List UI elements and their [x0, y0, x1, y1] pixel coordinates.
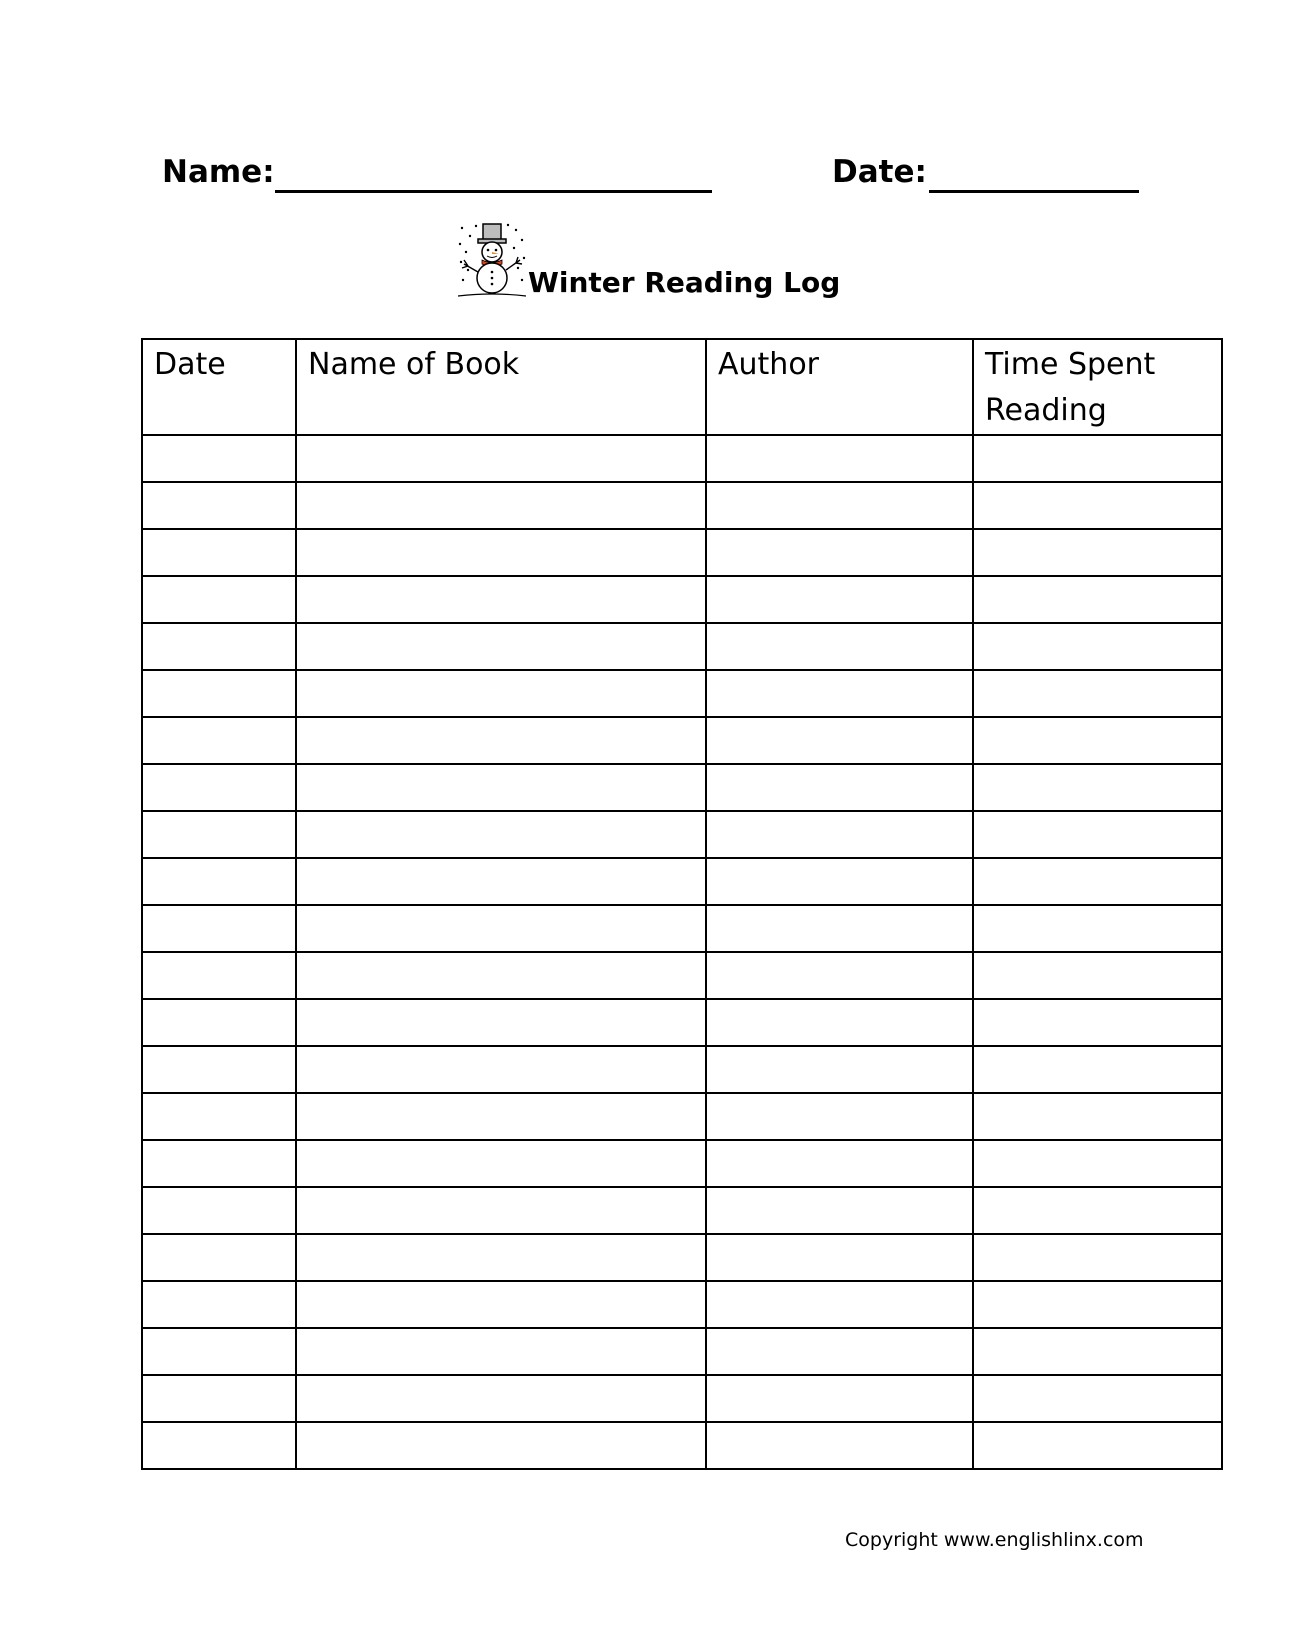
table-row: [142, 1328, 1222, 1375]
cell-author[interactable]: [706, 717, 973, 764]
cell-book[interactable]: [296, 529, 706, 576]
cell-time[interactable]: [973, 1328, 1222, 1375]
cell-time[interactable]: [973, 1140, 1222, 1187]
cell-time[interactable]: [973, 999, 1222, 1046]
snowman-icon: [456, 222, 528, 300]
cell-time[interactable]: [973, 905, 1222, 952]
table-row: [142, 623, 1222, 670]
column-header-author: Author: [706, 339, 973, 435]
cell-author[interactable]: [706, 999, 973, 1046]
reading-log-table: [141, 338, 1223, 1470]
page-title: Winter Reading Log: [528, 266, 841, 299]
cell-date[interactable]: [142, 482, 296, 529]
cell-date[interactable]: [142, 1328, 296, 1375]
table-row: [142, 1046, 1222, 1093]
table-row: [142, 952, 1222, 999]
cell-date[interactable]: [142, 858, 296, 905]
cell-date[interactable]: [142, 1375, 296, 1422]
cell-author[interactable]: [706, 811, 973, 858]
cell-date[interactable]: [142, 529, 296, 576]
table-row: [142, 1375, 1222, 1422]
cell-date[interactable]: [142, 623, 296, 670]
date-input-line[interactable]: [929, 190, 1139, 193]
cell-date[interactable]: [142, 717, 296, 764]
cell-date[interactable]: [142, 999, 296, 1046]
cell-book[interactable]: [296, 623, 706, 670]
cell-date[interactable]: [142, 576, 296, 623]
cell-date[interactable]: [142, 952, 296, 999]
cell-book[interactable]: [296, 1046, 706, 1093]
table-row: [142, 576, 1222, 623]
cell-date[interactable]: [142, 764, 296, 811]
header-fields: [162, 152, 1142, 202]
cell-book[interactable]: [296, 1422, 706, 1469]
cell-time[interactable]: [973, 1234, 1222, 1281]
cell-time[interactable]: [973, 1375, 1222, 1422]
cell-book[interactable]: [296, 1093, 706, 1140]
column-header-time: Time Spent Reading: [973, 339, 1222, 435]
cell-author[interactable]: [706, 576, 973, 623]
table-row: [142, 482, 1222, 529]
cell-date[interactable]: [142, 435, 296, 482]
cell-book[interactable]: [296, 905, 706, 952]
table-row: [142, 999, 1222, 1046]
cell-book[interactable]: [296, 1187, 706, 1234]
cell-book[interactable]: [296, 1140, 706, 1187]
cell-time[interactable]: [973, 858, 1222, 905]
table-row: [142, 1422, 1222, 1469]
table-row: [142, 1234, 1222, 1281]
cell-time[interactable]: [973, 1281, 1222, 1328]
cell-book[interactable]: [296, 1234, 706, 1281]
cell-book[interactable]: [296, 1281, 706, 1328]
cell-time[interactable]: [973, 1422, 1222, 1469]
cell-author[interactable]: [706, 905, 973, 952]
cell-date[interactable]: [142, 1140, 296, 1187]
table-body: [142, 435, 1222, 1469]
cell-author[interactable]: [706, 1046, 973, 1093]
cell-author[interactable]: [706, 1375, 973, 1422]
cell-author[interactable]: [706, 858, 973, 905]
cell-author[interactable]: [706, 623, 973, 670]
cell-time[interactable]: [973, 764, 1222, 811]
table-row: [142, 858, 1222, 905]
table-row: [142, 764, 1222, 811]
cell-book[interactable]: [296, 999, 706, 1046]
cell-book[interactable]: [296, 764, 706, 811]
table-row: [142, 1093, 1222, 1140]
cell-date[interactable]: [142, 1422, 296, 1469]
cell-time[interactable]: [973, 670, 1222, 717]
cell-time[interactable]: [973, 435, 1222, 482]
cell-author[interactable]: [706, 1281, 973, 1328]
cell-date[interactable]: [142, 1046, 296, 1093]
cell-book[interactable]: [296, 811, 706, 858]
cell-time[interactable]: [973, 623, 1222, 670]
cell-date[interactable]: [142, 905, 296, 952]
column-header-book: Name of Book: [296, 339, 706, 435]
cell-author[interactable]: [706, 1422, 973, 1469]
table-row: [142, 529, 1222, 576]
table-row: [142, 435, 1222, 482]
cell-date[interactable]: [142, 1281, 296, 1328]
cell-book[interactable]: [296, 576, 706, 623]
cell-author[interactable]: [706, 1187, 973, 1234]
cell-author[interactable]: [706, 952, 973, 999]
cell-time[interactable]: [973, 952, 1222, 999]
cell-date[interactable]: [142, 1187, 296, 1234]
cell-book[interactable]: [296, 1375, 706, 1422]
cell-time[interactable]: [973, 1093, 1222, 1140]
cell-author[interactable]: [706, 670, 973, 717]
column-header-date: Date: [142, 339, 296, 435]
cell-book[interactable]: [296, 482, 706, 529]
name-label: Name:: [162, 154, 275, 190]
cell-time[interactable]: [973, 1046, 1222, 1093]
cell-date[interactable]: [142, 1093, 296, 1140]
cell-book[interactable]: [296, 670, 706, 717]
cell-author[interactable]: [706, 1328, 973, 1375]
cell-author[interactable]: [706, 1093, 973, 1140]
date-label: Date:: [832, 154, 927, 190]
copyright-text: Copyright www.englishlinx.com: [845, 1529, 1144, 1551]
cell-book[interactable]: [296, 952, 706, 999]
cell-date[interactable]: [142, 1234, 296, 1281]
table-row: [142, 1140, 1222, 1187]
table-header-row: [142, 339, 1222, 435]
table-row: [142, 1187, 1222, 1234]
table-row: [142, 717, 1222, 764]
table-row: [142, 670, 1222, 717]
cell-author[interactable]: [706, 1140, 973, 1187]
cell-author[interactable]: [706, 529, 973, 576]
cell-author[interactable]: [706, 764, 973, 811]
cell-book[interactable]: [296, 717, 706, 764]
cell-time[interactable]: [973, 482, 1222, 529]
cell-time[interactable]: [973, 529, 1222, 576]
title-block: [456, 222, 876, 302]
cell-book[interactable]: [296, 435, 706, 482]
cell-author[interactable]: [706, 435, 973, 482]
table-row: [142, 1281, 1222, 1328]
cell-time[interactable]: [973, 576, 1222, 623]
cell-time[interactable]: [973, 717, 1222, 764]
cell-book[interactable]: [296, 1328, 706, 1375]
table-row: [142, 811, 1222, 858]
cell-book[interactable]: [296, 858, 706, 905]
name-input-line[interactable]: [275, 190, 712, 193]
table-row: [142, 905, 1222, 952]
cell-time[interactable]: [973, 1187, 1222, 1234]
cell-date[interactable]: [142, 811, 296, 858]
cell-author[interactable]: [706, 1234, 973, 1281]
cell-time[interactable]: [973, 811, 1222, 858]
cell-date[interactable]: [142, 670, 296, 717]
cell-author[interactable]: [706, 482, 973, 529]
